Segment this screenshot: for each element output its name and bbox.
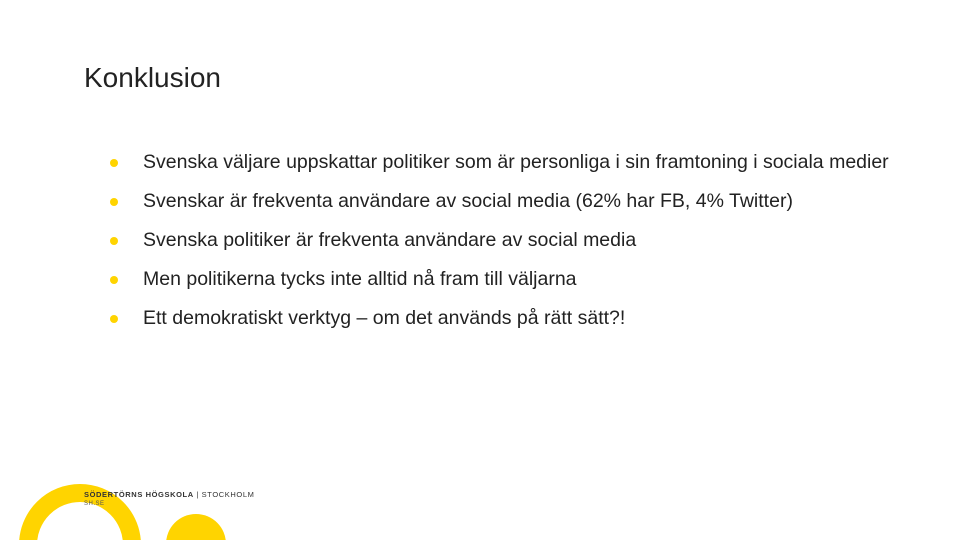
bullet-item <box>110 228 900 253</box>
bullet-dot-icon <box>110 237 118 245</box>
logo-url: SH.SE <box>84 501 105 507</box>
logo-graphic <box>0 470 260 540</box>
logo-divider: | <box>196 490 202 499</box>
bullet-item <box>110 267 900 292</box>
bullet-text: Svenskar är frekventa användare av social media (62% har FB, 4% Twitter) <box>143 190 793 212</box>
bullet-text: Svenska politiker är frekventa användare av social media <box>143 229 637 251</box>
bullet-text: Ett demokratiskt verktyg – om det används på rätt sätt?! <box>143 307 626 329</box>
bullet-item <box>110 306 900 331</box>
slide-title: Konklusion <box>84 62 221 93</box>
bullet-item <box>110 189 900 214</box>
logo-disc-small <box>166 514 226 540</box>
logo-wordmark <box>84 490 254 499</box>
logo-ring-large <box>28 493 132 540</box>
bullet-dot-icon <box>110 159 118 167</box>
bullet-list <box>110 150 900 345</box>
bullet-item <box>110 150 900 175</box>
bullet-dot-icon <box>110 315 118 323</box>
bullet-dot-icon <box>110 198 118 206</box>
logo-city: STOCKHOLM <box>201 490 255 499</box>
bullet-text: Svenska väljare uppskattar politiker som är personliga i sin framtoning i sociala medier <box>143 151 889 173</box>
bullet-text: Men politikerna tycks inte alltid nå fram till väljarna <box>143 268 577 290</box>
logo-name: SÖDERTÖRNS HÖGSKOLA <box>84 490 194 499</box>
bullet-dot-icon <box>110 276 118 284</box>
